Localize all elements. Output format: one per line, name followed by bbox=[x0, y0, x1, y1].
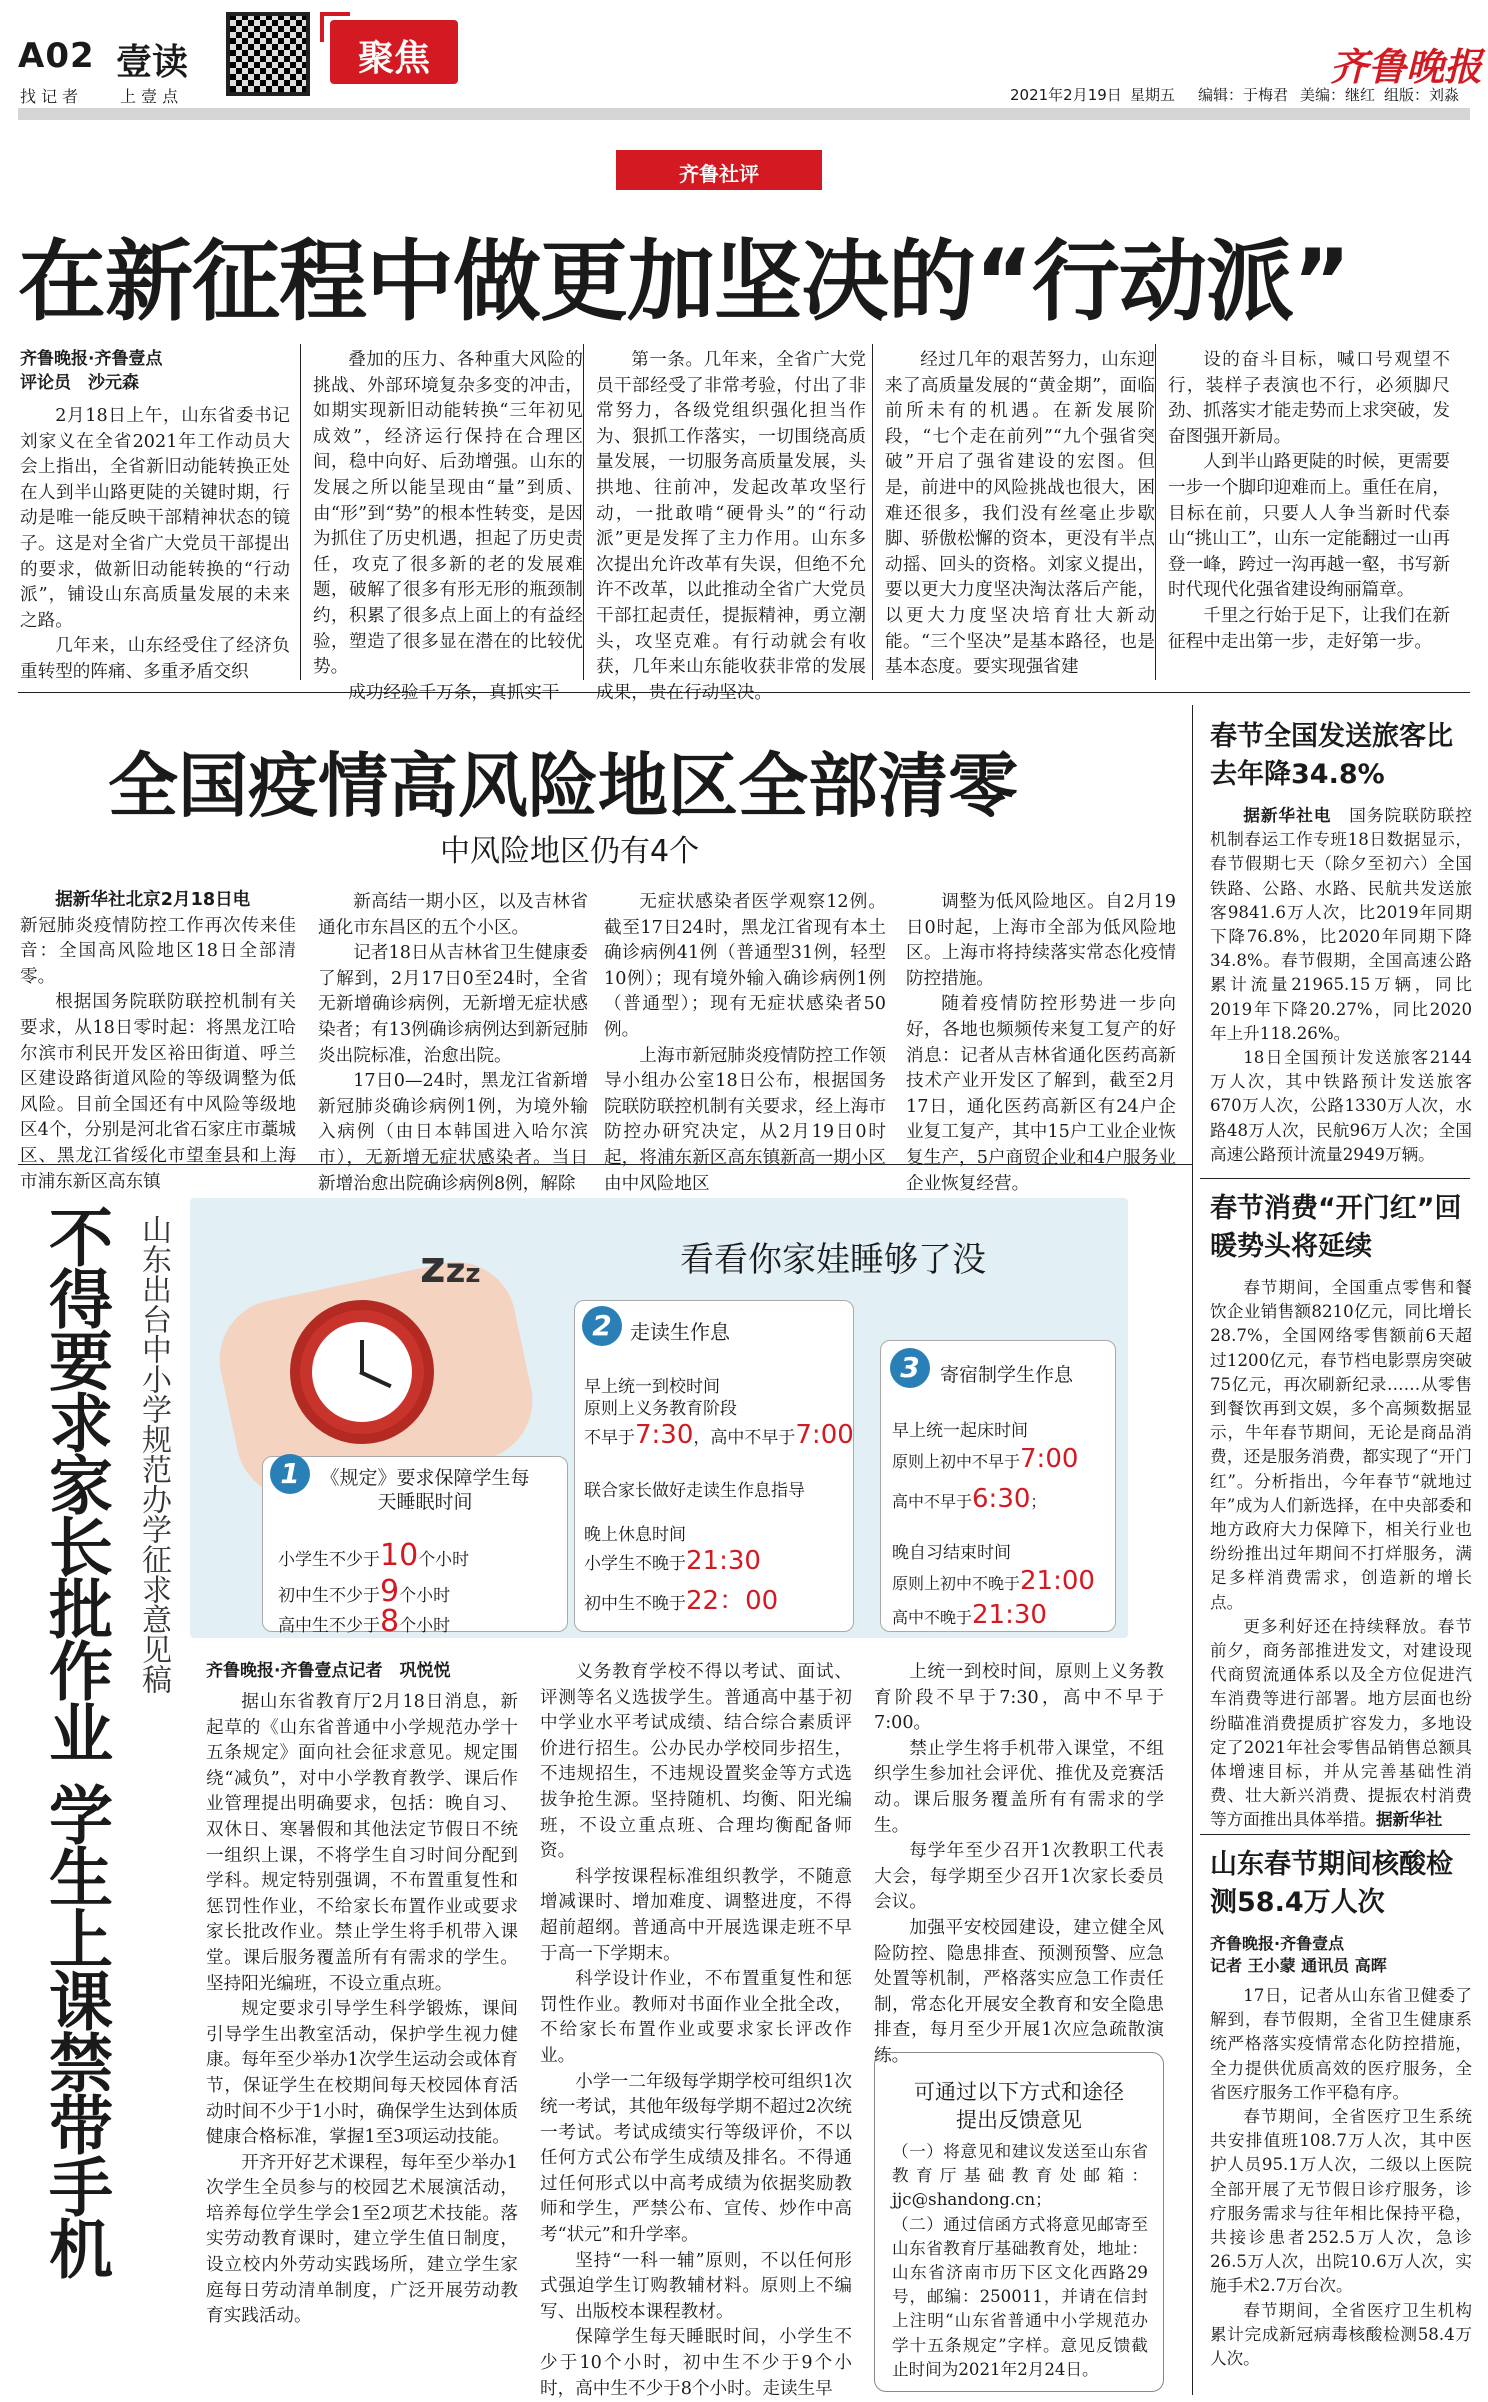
infographic-title: 看看你家娃睡够了没 bbox=[680, 1240, 986, 1280]
rule-sidebar bbox=[1192, 705, 1193, 2395]
editorial-divider-1 bbox=[300, 344, 301, 680]
box1-row1: 小学生不少于10个小时 bbox=[278, 1538, 470, 1573]
box1-row2: 初中生不少于9个小时 bbox=[278, 1574, 451, 1609]
paragraph: 上统一到校时间，原则上义务教育阶段不早于7:30，高中不早于7:00。 bbox=[874, 1662, 1164, 1734]
paragraph: 义务教育学校不得以考试、面试、评测等名义选拔学生。普通高中基于初中学业水平考试成绩、结合综合素质评价进行招生。公办民办学校同步招生，不违规招生，不违规设置奖金等方式选拔争抢生源。坚持随机、均衡、阳光编班，不设立重点班、合理均衡配备师资。 bbox=[540, 1662, 852, 1862]
slogan-right: 上 壹 点 bbox=[120, 87, 179, 106]
qr-code-icon bbox=[226, 12, 310, 96]
feedback-item: （二）通过信函方式将意见邮寄至山东省教育厅基础教育处，地址：山东省济南市历下区文化西路29号，邮编：250011，并请在信封上注明“山东省普通中小学规范办学十五条规定”字样。意见反馈截止时间为2021年2月24日。 bbox=[892, 2214, 1148, 2379]
issue-weekday: 星期五 bbox=[1130, 86, 1176, 104]
sleep-column-1 bbox=[206, 1690, 518, 2390]
epidemic-column-2 bbox=[318, 890, 588, 1194]
box3-r1: 原则上初中不早于7:00 bbox=[892, 1444, 1079, 1474]
sidebar-3-byline-1: 齐鲁晚报·齐鲁壹点 bbox=[1210, 1934, 1345, 1953]
sidebar-1-title: 春节全国发送旅客比去年降34.8% bbox=[1210, 721, 1453, 790]
paragraph: 上海市新冠肺炎疫情防控工作领导小组办公室18日公布，根据国务院联防联控机制有关要求，经上海市防控办研究决定，从2月19日0时起，将浦东新区高东镇新高一期小区由中风险地区 bbox=[604, 1045, 886, 1194]
box3-r2: 高中不早于6:30； bbox=[892, 1484, 1047, 1514]
sidebar-3-byline-2: 记者 王小蒙 通讯员 高晖 bbox=[1210, 1956, 1387, 1975]
editorial-column-3 bbox=[596, 348, 866, 703]
box2-s2: 联合家长做好走读生作息指导 bbox=[584, 1481, 805, 1501]
editor-credit: 编辑：于梅君 bbox=[1198, 86, 1289, 104]
sidebar-2-title: 春节消费“开门红”回暖势头将延续 bbox=[1210, 1193, 1462, 1262]
rule-editorial-bottom bbox=[18, 692, 1470, 693]
designer-credit: 美编：继红 bbox=[1300, 86, 1376, 104]
editorial-byline-1: 齐鲁晚报·齐鲁壹点 bbox=[20, 349, 163, 369]
rule-epidemic-bottom bbox=[18, 1164, 1192, 1165]
box2-s1: 早上统一到校时间 bbox=[584, 1377, 720, 1397]
paragraph: 17日，记者从山东省卫健委了解到，春节假期，全省卫生健康系统严格落实疫情常态化防控措施，全力提供优质高效的医疗服务，全省医疗服务工作平稳有序。 bbox=[1210, 1986, 1472, 2102]
box3-s1: 早上统一起床时间 bbox=[892, 1421, 1028, 1441]
paragraph: 叠加的压力、各种重大风险的挑战、外部环境复杂多变的冲击，如期实现新旧动能转换“三年初见成效”，经济运行保持在合理区间，稳中向好、后劲增强。山东的发展之所以能呈现由“量”到质、由“形”到“势”的根本性转变，是因为抓住了历史机遇，担起了历史责任，攻克了很多新的老的发展难题，破解了很多有形无形的瓶颈制约，积累了很多点上面上的有益经验，塑造了很多显在潜在的比较优势。 bbox=[313, 350, 583, 678]
tag-label: 聚焦 bbox=[357, 38, 430, 79]
paragraph: 规定要求引导学生科学锻炼，课间引导学生出教室活动，保护学生视力健康。每年至少举办1次学生运动会或体育节，保证学生在校期间每天校园体育活动时间不少于1小时，确保学生达到体质健康合格标准，掌握1至3项运动技能。 bbox=[206, 1999, 518, 2148]
sidebar-rule-1 bbox=[1200, 1178, 1470, 1179]
box3-title: 寄宿制学生作息 bbox=[940, 1364, 1074, 1386]
feedback-body bbox=[892, 2140, 1148, 2380]
paragraph: 据新华社北京2月18日电 新冠肺炎疫情防控工作再次传来佳音：全国高风险地区18日全部清零。 bbox=[20, 890, 296, 987]
paragraph: 科学按课程标准组织教学，不随意增减课时、增加难度、调整进度，不得超前超纲。普通高中开展选课走班不早于高一下学期末。 bbox=[540, 1866, 852, 1964]
box1-title: 《规定》要求保障学生每天睡眠时间 bbox=[320, 1467, 530, 1513]
issue-date: 2021年2月19日 bbox=[1010, 86, 1122, 104]
paragraph: 科学设计作业，不布置重复性和惩罚性作业。教师对书面作业全批全改，不给家长布置作业或要求家长评改作业。 bbox=[540, 1969, 852, 2066]
feedback-title-2: 提出反馈意见 bbox=[956, 2108, 1082, 2132]
paragraph: 18日全国预计发送旅客2144万人次，其中铁路预计发送旅客670万人次，公路1330万人次，水路48万人次，民航96万人次；全国高速公路预计流量2949万辆。 bbox=[1210, 1048, 1472, 1164]
paragraph: 保障学生每天睡眠时间，小学生不少于10个小时，初中生不少于9个小时，高中生不少于8个小时。走读生早 bbox=[540, 2327, 852, 2399]
zzz-icon: zzz bbox=[420, 1242, 481, 1293]
paragraph: 加强平安校园建设，建立健全风险防控、隐患排查、预测预警、应急处置等机制，严格落实应急工作责任制，常态化开展安全教育和安全隐患排查，每月至少开展1次应急疏散演练。 bbox=[874, 1917, 1164, 2066]
newspaper-logo: 齐鲁晚报 bbox=[1330, 45, 1483, 89]
box2-title: 走读生作息 bbox=[630, 1320, 730, 1344]
dateline: 据新华社电 bbox=[1243, 806, 1350, 825]
editorial-column-2 bbox=[313, 348, 583, 703]
paragraph: 设的奋斗目标，喊口号观望不行，装样子表演也不行，必须脚尺劲、抓落实才能走势而上求突破，发奋图强开新局。 bbox=[1168, 350, 1450, 447]
sleep-vertical-title: 不得要求家长批作业 学生上课禁带手机 bbox=[38, 1204, 112, 2279]
box3-number: 3 bbox=[890, 1348, 930, 1388]
paragraph: 记者18日从吉林省卫生健康委了解到，2月17日0至24时，全省无新增确诊病例，无新增无症状感染者；有13例确诊病例达到新冠肺炎出院标准，治愈出院。 bbox=[318, 943, 588, 1066]
box1-number: 1 bbox=[270, 1454, 310, 1494]
paragraph: 第一条。几年来，全省广大党员干部经受了非常考验，付出了非常努力，各级党组织强化担当作为、狠抓工作落实，一切围绕高质量发展，一切服务高质量发展，头拱地、往前冲，发起改革攻坚行动，一批敢啃“硬骨头”的“行动派”更是发挥了主力作用。山东多次提出允许改革有失误，但绝不允许不改革，以此推动全省广大党员干部扛起责任，提振精神，勇立潮头，攻坚克难。有行动就会有收获，几年来山东能收获非常的发展成果，贵在行动坚决。 bbox=[596, 350, 866, 703]
dateline: 据新华社北京2月18日电 bbox=[55, 890, 251, 910]
box2-s3: 晚上休息时间 bbox=[584, 1525, 686, 1545]
paragraph: 无症状感染者医学观察12例。截至17日24时，黑龙江省现有本土确诊病例41例（普通型31例，轻型10例）；现有境外输入确诊病例1例（普通型）；现有无症状感染者50例。 bbox=[604, 892, 886, 1040]
paragraph: 成功经验千万条，真抓实干 bbox=[348, 682, 560, 703]
editorial-column-5 bbox=[1168, 348, 1450, 680]
section-name: 壹读 bbox=[116, 42, 189, 83]
box2-r1: 小学生不晚于21:30 bbox=[584, 1546, 761, 1576]
sleep-vertical-subtitle: 山东出台中小学规范办学征求意见稿 bbox=[136, 1214, 171, 1694]
box3-r4: 高中不晚于21:30 bbox=[892, 1600, 1047, 1630]
sidebar-2-source: 据新华社 bbox=[1375, 1810, 1443, 1830]
box3-r3: 原则上初中不晚于21:00 bbox=[892, 1566, 1095, 1596]
paragraph: 调整为低风险地区。自2月19日0时起，上海市全部为低风险地区。上海市将持续落实常态化疫情防控措施。 bbox=[906, 892, 1176, 989]
epidemic-subtitle: 中风险地区仍有4个 bbox=[440, 834, 700, 869]
paragraph: 小学一二年级每学期学校可组织1次统一考试，其他年级每学期不超过2次统一考试。考试成绩实行等级评价，不以任何方式公布学生成绩及排名。不得通过任何形式以中高考成绩为依据奖励教师和学生，严禁公布、宣传、炒作中高考“状元”和升学率。 bbox=[540, 2071, 852, 2246]
paragraph: 17日0—24时，黑龙江省新增新冠肺炎确诊病例1例，为境外输入病例（由日本韩国进入哈尔滨市），无新增无症状感染者。当日新增治愈出院确诊病例8例，解除 bbox=[318, 1071, 588, 1194]
epidemic-column-3 bbox=[604, 890, 886, 1194]
paragraph: 更多利好还在持续释放。春节前夕，商务部推进发文，对建设现代商贸流通体系以及全方位促进汽车消费等进行部署。地方层面也纷纷瞄准消费提质扩容发力，多地设定了2021年社会零售品销售总额具体增速目标，并从完善基础性消费、壮大新兴消费、提振农村消费等方面推出具体举措。据新华社 bbox=[1210, 1616, 1472, 1830]
paragraph: 人到半山路更陡的时候，更需要一步一个脚印迎难而上。重任在肩，目标在前，只要人人争当新时代泰山“挑山工”，山东一定能翻过一山再登一峰，跨过一沟再越一壑，书写新时代现代化强省建设绚丽篇章。 bbox=[1168, 452, 1450, 601]
box2-number: 2 bbox=[582, 1306, 622, 1346]
epidemic-title: 全国疫情高风险地区全部清零 bbox=[108, 745, 1018, 827]
editorial-title: 在新征程中做更加坚决的“行动派” bbox=[18, 230, 1350, 333]
paragraph: 据新华社电 国务院联防联控机制春运工作专班18日数据显示，春节假期七天（除夕至初六）全国铁路、公路、水路、民航共发送旅客9841.6万人次，比2019年同期下降76.8%，比2020年同期下降34.8%。春节假期，全国高速公路累计流量21965.15万辆，同比2019年下降20.27%，同比2020年上升118.26%。 bbox=[1210, 806, 1472, 1043]
page-number: A02 bbox=[18, 36, 95, 76]
editorial-badge-label: 齐鲁社评 bbox=[679, 162, 759, 186]
epidemic-column-1 bbox=[20, 888, 296, 1192]
box2-r2: 初中生不晚于22：00 bbox=[584, 1586, 779, 1616]
proof-credit: 组版：刘淼 bbox=[1384, 86, 1460, 104]
paragraph: 几年来，山东经受住了经济负重转型的阵痛、多重矛盾交织 bbox=[20, 636, 290, 682]
paragraph: 春节期间，全省医疗卫生系统共安排值班108.7万人次，其中医护人员95.1万人次，二级以上医院全部开展了无节假日诊疗服务，诊疗服务需求与往年相比保持平稳，共接诊患者252.5万人次，急诊26.5万人次，出院10.6万人次，实施手术2.7万台次。 bbox=[1210, 2107, 1472, 2296]
paragraph: 春节期间，全省医疗卫生机构累计完成新冠病毒核酸检测58.4万人次。 bbox=[1210, 2300, 1472, 2369]
box1-row3-visible: 高中生不少于8个小时 bbox=[278, 1604, 451, 1639]
sleep-column-2 bbox=[540, 1660, 852, 2399]
editorial-divider-4 bbox=[1155, 344, 1156, 680]
masthead-rule bbox=[18, 108, 1470, 120]
sidebar-rule-2 bbox=[1200, 1834, 1470, 1835]
sidebar-3-body bbox=[1210, 1984, 1472, 2390]
feedback-title-1: 可通过以下方式和途径 bbox=[914, 2080, 1124, 2104]
slogan-left: 找 记 者 bbox=[20, 87, 79, 106]
sidebar-1-body bbox=[1210, 804, 1472, 1164]
box2-s1n: 原则上义务教育阶段 bbox=[584, 1399, 737, 1419]
sidebar-3-title: 山东春节期间核酸检测58.4万人次 bbox=[1210, 1849, 1453, 1918]
paragraph: 千里之行始于足下，让我们在新征程中走出第一步，走好第一步。 bbox=[1168, 605, 1450, 652]
paragraph: 2月18日上午，山东省委书记刘家义在全省2021年工作动员大会上指出，全省新旧动能转换正处在人到半山路更陡的关键时期，行动是唯一能反映干部精神状态的镜子。这是对全省广大党员干部提出的要求，做新旧动能转换的“行动派”，铺设山东高质量发展的未来之路。 bbox=[20, 406, 290, 631]
clock-icon bbox=[290, 1300, 434, 1444]
editorial-byline-2: 评论员 沙元森 bbox=[20, 373, 139, 393]
paragraph: 每学年至少召开1次教职工代表大会，每学期至少召开1次家长委员会议。 bbox=[874, 1841, 1164, 1913]
box2-s1-times: 不早于7:30，高中不早于7:00 bbox=[584, 1420, 854, 1450]
paragraph: 春节期间，全国重点零售和餐饮企业销售额8210亿元，同比增长28.7%，全国网络零售额前6天超过1200亿元，春节档电影票房突破75亿元，再次刷新纪录……从零售到餐饮再到文娱，多个高频数据显示，牛年春节期间，无论是商品消费，还是服务消费，都实现了“开门红”。分析指出，今年春节“就地过年”成为人们新选择，在中央部委和地方政府大力保障下，相关行业也纷纷推出过年期间不打烊服务，满足多样消费需求，创造新的增长点。 bbox=[1210, 1278, 1472, 1612]
paragraph: 禁止学生将手机带入课堂，不组织学生参加社会评优、推优及竞赛活动。课后服务覆盖所有有需求的学生。 bbox=[874, 1738, 1164, 1836]
epidemic-column-4 bbox=[906, 890, 1176, 1194]
editorial-divider-2 bbox=[583, 344, 584, 680]
paragraph: 经过几年的艰苦努力，山东迎来了高质量发展的“黄金期”，面临前所未有的机遇。在新发展阶段，“七个走在前列”“九个强省突破”开启了强省建设的宏图。但是，前进中的风险挑战也很大，困难还很多，我们没有丝毫止步歇脚、骄傲松懈的资本，更没有半点动摇、回头的资格。刘家义提出，要以更大力度坚决淘汰落后产能，以更大力度坚决培育壮大新动能。“三个坚决”是基本路径，也是基本态度。要实现强省建 bbox=[885, 350, 1155, 678]
sleep-column-3 bbox=[874, 1660, 1164, 2066]
editorial-column-1 bbox=[20, 404, 290, 680]
feedback-item: （一）将意见和建议发送至山东省教育厅基础教育处邮箱：jjc@shandong.cn； bbox=[892, 2142, 1148, 2210]
paragraph: 开齐开好艺术课程，每年至少举办1次学生全员参与的校园艺术展演活动，培养每位学生学会1至2项艺术技能。落实劳动教育课时，建立学生值日制度，设立校内外劳动实践场所，建立学生家庭每日劳动清单制度，广泛开展劳动教育实践活动。 bbox=[206, 2152, 518, 2327]
paragraph: 根据国务院联防联控机制有关要求，从18日零时起：将黑龙江哈尔滨市利民开发区裕田街道、呼兰区建设路街道风险的等级调整为低风险。目前全国还有中风险等级地区4个，分别是河北省石家庄市藁城区、黑龙江省绥化市望奎县和上海市浦东新区高东镇 bbox=[20, 992, 296, 1192]
editorial-column-4 bbox=[885, 348, 1155, 680]
editorial-divider-3 bbox=[872, 344, 873, 680]
sleep-byline: 齐鲁晚报·齐鲁壹点记者 巩悦悦 bbox=[206, 1661, 451, 1681]
tag-corner bbox=[320, 12, 350, 42]
paragraph: 随着疫情防控形势进一步向好，各地也频频传来复工复产的好消息：记者从吉林省通化医药高新技术产业开发区了解到，截至2月17日，通化医药高新区有24户企业复工复产，其中15户工业企业恢复生产，5户商贸企业和4户服务业企业恢复经营。 bbox=[906, 994, 1176, 1194]
sidebar-2-body bbox=[1210, 1276, 1472, 1830]
paragraph: 坚持“一科一辅”原则，不以任何形式强迫学生订购教辅材料。原则上不编写、出版校本课程教材。 bbox=[540, 2250, 852, 2322]
paragraph: 据山东省教育厅2月18日消息，新起草的《山东省普通中小学规范办学十五条规定》面向社会征求意见。规定围绕“减负”，对中小学教育教学、课后作业管理提出明确要求，包括：晚自习、双休日、寒暑假和其他法定节假日不统一组织上课，不将学生自习时间分配到学科。规定特别强调，不布置重复性和惩罚性作业，不给家长布置作业或要求家长批改作业。禁止学生将手机带入课堂。课后服务覆盖所有有需求的学生。坚持阳光编班，不设立重点班。 bbox=[206, 1692, 518, 1994]
box3-s2: 晚自习结束时间 bbox=[892, 1543, 1011, 1563]
paragraph: 新高结一期小区，以及吉林省通化市东昌区的五个小区。 bbox=[318, 892, 588, 938]
